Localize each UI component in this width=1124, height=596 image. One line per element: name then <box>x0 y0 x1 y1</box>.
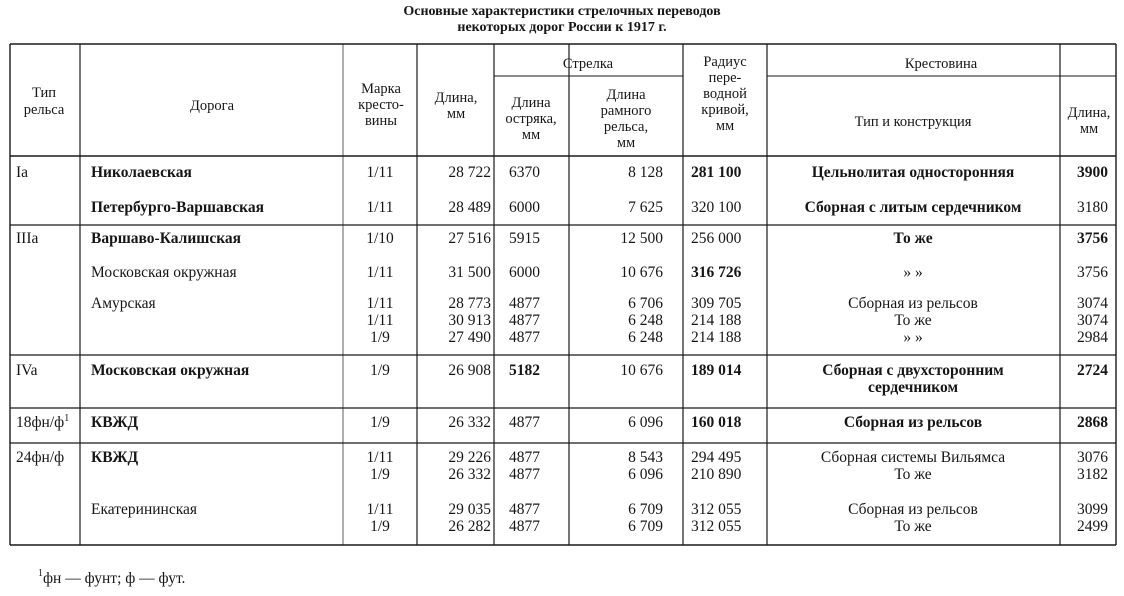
point-length-cell: 4877 <box>509 518 540 535</box>
stock-rail-length-cell: 6 248 <box>628 312 663 329</box>
footnote-marker: 1 <box>64 413 70 424</box>
stock-rail-length-cell: 6 709 <box>628 518 663 535</box>
radius-cell: 210 890 <box>691 466 742 483</box>
crossing-length-cell: 3074 <box>1077 295 1108 312</box>
table-caption: некоторых дорог России к 1917 г. <box>457 20 667 35</box>
crossing-type-cell: Сборная системы Вильямса <box>820 449 1006 466</box>
crossing-type-cell: То же <box>894 312 932 329</box>
stock-rail-length-cell: 10 676 <box>620 362 663 379</box>
header-type-construction: Тип и конструкция <box>854 114 972 130</box>
road-name-cell: Московская окружная <box>91 362 250 379</box>
header-radius: кривой, <box>701 102 749 118</box>
point-length-cell: 6000 <box>509 199 540 216</box>
crossing-type-cell: » » <box>903 264 923 281</box>
crossing-type-cell: Цельнолитая односторонняя <box>811 164 1015 181</box>
frog-number-cell: 1/9 <box>370 329 390 346</box>
radius-cell: 309 705 <box>691 295 742 312</box>
road-name-cell: Николаевская <box>91 164 192 181</box>
stock-rail-length-cell: 7 625 <box>628 199 663 216</box>
footnote-marker: 1 <box>38 568 43 579</box>
stock-rail-length-cell: 8 128 <box>628 164 663 181</box>
header-crossing-group: Крестовина <box>904 56 978 72</box>
radius-cell: 189 014 <box>691 362 742 379</box>
point-length-cell: 5915 <box>509 230 540 247</box>
rail-type-cell: Ia <box>16 164 29 181</box>
crossing-type-cell: Сборная с двухсторонним <box>822 362 1004 379</box>
frog-number-cell: 1/11 <box>366 264 394 281</box>
header-rail-type: Тип <box>31 85 57 101</box>
point-length-cell: 4877 <box>509 329 540 346</box>
crossing-length-cell: 3756 <box>1077 264 1108 281</box>
header-stock-rail-length: Длина <box>606 87 646 103</box>
header-length: Длина, <box>434 90 478 106</box>
header-radius: Радиус <box>703 54 747 70</box>
stock-rail-length-cell: 12 500 <box>620 230 663 247</box>
frog-number-cell: 1/9 <box>370 362 390 379</box>
length-cell: 28 722 <box>448 164 491 181</box>
rail-type-cell: IIIa <box>16 230 39 247</box>
table-caption: Основные характеристики стрелочных переводов <box>403 4 721 19</box>
frog-number-cell: 1/11 <box>366 199 394 216</box>
header-stock-rail-length: рамного <box>600 103 652 119</box>
stock-rail-length-cell: 8 543 <box>628 449 663 466</box>
road-name-cell: Варшаво-Калишская <box>91 230 242 247</box>
radius-cell: 312 055 <box>691 501 742 518</box>
header-radius: мм <box>715 118 735 134</box>
length-cell: 26 282 <box>448 518 491 535</box>
frog-number-cell: 1/9 <box>370 518 390 535</box>
crossing-type-cell: То же <box>893 230 933 247</box>
header-stock-rail-length: рельса, <box>603 119 649 135</box>
header-radius: пере- <box>708 70 742 86</box>
crossing-type-cell: Сборная из рельсов <box>848 295 978 312</box>
radius-cell: 256 000 <box>691 230 742 247</box>
frog-number-cell: 1/11 <box>366 295 394 312</box>
radius-cell: 312 055 <box>691 518 742 535</box>
crossing-type-cell: сердечником <box>867 379 959 396</box>
road-name-cell: КВЖД <box>91 449 139 466</box>
stock-rail-length-cell: 6 096 <box>628 466 663 483</box>
crossing-length-cell: 3074 <box>1077 312 1108 329</box>
crossing-length-cell: 3180 <box>1077 199 1108 216</box>
point-length-cell: 6370 <box>509 164 540 181</box>
point-length-cell: 4877 <box>509 295 540 312</box>
crossing-length-cell: 2724 <box>1077 362 1108 379</box>
header-rail-type: рельса <box>23 102 65 118</box>
radius-cell: 281 100 <box>691 164 742 181</box>
footnote-text: фн — фунт; ф — фут. <box>43 570 186 587</box>
header-switch-group: Стрелка <box>562 56 614 72</box>
length-cell: 29 226 <box>448 449 491 466</box>
crossing-length-cell: 3076 <box>1077 449 1108 466</box>
length-cell: 30 913 <box>448 312 491 329</box>
radius-cell: 320 100 <box>691 199 742 216</box>
crossing-type-cell: Сборная с литым сердечником <box>804 199 1022 216</box>
radius-cell: 214 188 <box>691 312 742 329</box>
length-cell: 28 489 <box>448 199 491 216</box>
frog-number-cell: 1/11 <box>366 449 394 466</box>
length-cell: 26 332 <box>448 414 491 431</box>
radius-cell: 294 495 <box>691 449 742 466</box>
rail-type-cell: IVa <box>16 362 38 379</box>
header-length: мм <box>446 106 466 122</box>
stock-rail-length-cell: 6 706 <box>628 295 663 312</box>
header-radius: водной <box>703 86 747 102</box>
crossing-length-cell: 3756 <box>1077 230 1108 247</box>
radius-cell: 214 188 <box>691 329 742 346</box>
crossing-type-cell: То же <box>894 466 932 483</box>
point-length-cell: 6000 <box>509 264 540 281</box>
header-crossing-length: Длина, <box>1067 105 1111 121</box>
frog-number-cell: 1/9 <box>370 466 390 483</box>
crossing-length-cell: 2499 <box>1077 518 1108 535</box>
frog-number-cell: 1/11 <box>366 501 394 518</box>
length-cell: 26 908 <box>448 362 491 379</box>
footnote <box>38 568 185 587</box>
crossing-length-cell: 3900 <box>1077 164 1108 181</box>
point-length-cell: 4877 <box>509 312 540 329</box>
header-point-length: остряка, <box>505 111 557 127</box>
length-cell: 29 035 <box>448 501 491 518</box>
frog-number-cell: 1/11 <box>366 164 394 181</box>
header-point-length: мм <box>521 127 541 143</box>
rail-type-cell: $18фн/ф^1$ <box>16 413 70 431</box>
stock-rail-length-cell: 6 248 <box>628 329 663 346</box>
rail-type-cell: 24фн/ф <box>16 449 65 466</box>
length-cell: 28 773 <box>448 295 491 312</box>
header-crossing-length: мм <box>1079 121 1099 137</box>
header-frog-number: Марка <box>361 81 401 97</box>
point-length-cell: 4877 <box>509 501 540 518</box>
length-cell: 26 332 <box>448 466 491 483</box>
road-name-cell: Екатерининская <box>91 501 198 518</box>
length-cell: 27 516 <box>448 230 491 247</box>
crossing-type-cell: То же <box>894 518 932 535</box>
crossing-length-cell: 2984 <box>1077 329 1108 346</box>
road-name-cell: КВЖД <box>91 414 139 431</box>
crossing-length-cell: 2868 <box>1077 414 1108 431</box>
frog-number-cell: 1/9 <box>370 414 390 431</box>
point-length-cell: 4877 <box>509 449 540 466</box>
header-frog-number: вины <box>364 113 398 129</box>
header-point-length: Длина <box>511 95 551 111</box>
frog-number-cell: 1/10 <box>366 230 394 247</box>
crossing-type-cell: Сборная из рельсов <box>843 414 983 431</box>
point-length-cell: 4877 <box>509 414 540 431</box>
road-name-cell: Амурская <box>91 295 156 312</box>
length-cell: 31 500 <box>448 264 491 281</box>
stock-rail-length-cell: 6 096 <box>628 414 663 431</box>
length-cell: 27 490 <box>448 329 491 346</box>
point-length-cell: 5182 <box>509 362 540 379</box>
frog-number-cell: 1/11 <box>366 312 394 329</box>
header-frog-number: кресто- <box>358 97 404 113</box>
crossing-length-cell: 3182 <box>1077 466 1108 483</box>
crossing-type-cell: » » <box>903 329 923 346</box>
stock-rail-length-cell: 10 676 <box>620 264 663 281</box>
road-name-cell: Петербурго-Варшавская <box>91 199 264 216</box>
radius-cell: 316 726 <box>691 264 742 281</box>
stock-rail-length-cell: 6 709 <box>628 501 663 518</box>
header-road: Дорога <box>189 98 235 114</box>
road-name-cell: Московская окружная <box>91 264 237 281</box>
crossing-length-cell: 3099 <box>1077 501 1108 518</box>
radius-cell: 160 018 <box>691 414 742 431</box>
crossing-type-cell: Сборная из рельсов <box>848 501 978 518</box>
header-stock-rail-length: мм <box>616 135 636 151</box>
point-length-cell: 4877 <box>509 466 540 483</box>
